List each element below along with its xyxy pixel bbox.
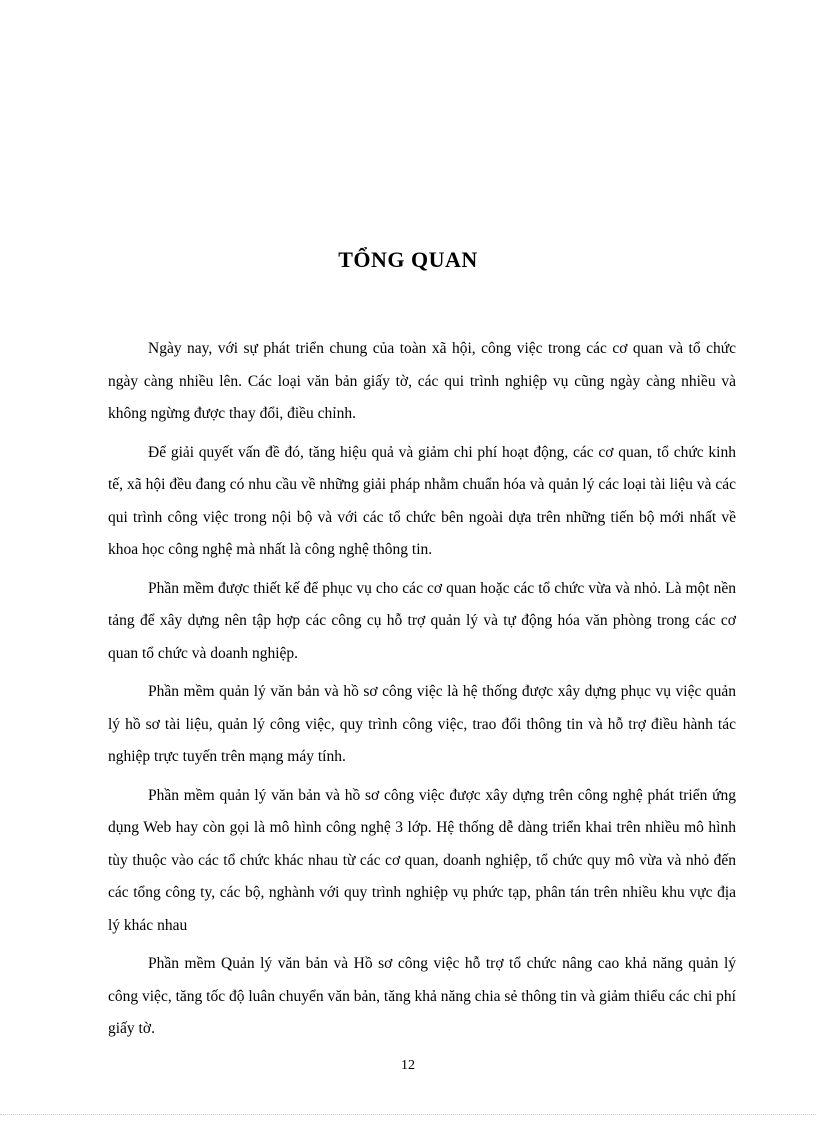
paragraph: Phần mềm được thiết kế để phục vụ cho các cơ quan hoặc các tổ chức vừa và nhỏ. Là một nền tảng để xây dựng nên tập hợp các công cụ hỗ trợ quản lý và tự động hóa văn phòng trong các cơ quan tổ chức và doanh nghiệp. xyxy=(108,579,736,662)
paragraph: Phần mềm Quản lý văn bản và Hồ sơ công việc hỗ trợ tổ chức nâng cao khả năng quản lý công việc, tăng tốc độ luân chuyển văn bản, tăng khả năng chia sẻ thông tin và giảm thiểu các chi phí giấy tờ. xyxy=(108,955,736,1037)
paragraph: Để giải quyết vấn đề đó, tăng hiệu quả và giảm chi phí hoạt động, các cơ quan, tổ chức kinh tế, xã hội đều đang có nhu cầu về những giải pháp nhằm chuẩn hóa và quản lý các loại tài liệu và các qui trình công việc trong nội bộ và với các tổ chức bên ngoài dựa trên những tiến bộ mới nhất về khoa học công nghệ mà nhất là công nghệ thông tin. xyxy=(108,443,736,558)
page-number: 12 xyxy=(401,1058,415,1073)
paragraph: Ngày nay, với sự phát triển chung của toàn xã hội, công việc trong các cơ quan và tổ chức ngày càng nhiều lên. Các loại văn bản giấy tờ, các qui trình nghiệp vụ cũng ngày càng nhiều và không ngừng được thay đổi, điều chỉnh. xyxy=(108,340,736,422)
paragraph: Phần mềm quản lý văn bản và hồ sơ công việc được xây dựng trên công nghệ phát triển ứng dụng Web hay còn gọi là mô hình công nghệ 3 lớp. Hệ thống dễ dàng triển khai trên nhiều mô hình tùy thuộc vào các tổ chức khác nhau từ các cơ quan, doanh nghiệp, tổ chức quy mô vừa và nhỏ đến các tổng công ty, các bộ, nghành với quy trình nghiệp vụ phức tạp, phân tán trên nhiều khu vực địa lý khác nhau xyxy=(108,786,736,934)
page-title: TỔNG QUAN xyxy=(338,247,478,272)
body-text xyxy=(108,333,736,1052)
page-bottom-divider xyxy=(0,1114,816,1115)
paragraph: Phần mềm quản lý văn bản và hồ sơ công việc là hệ thống được xây dựng phục vụ việc quản lý hồ sơ tài liệu, quản lý công việc, quy trình công việc, trao đổi thông tin và hỗ trợ điều hành tác nghiệp trực tuyến trên mạng máy tính. xyxy=(108,683,736,765)
